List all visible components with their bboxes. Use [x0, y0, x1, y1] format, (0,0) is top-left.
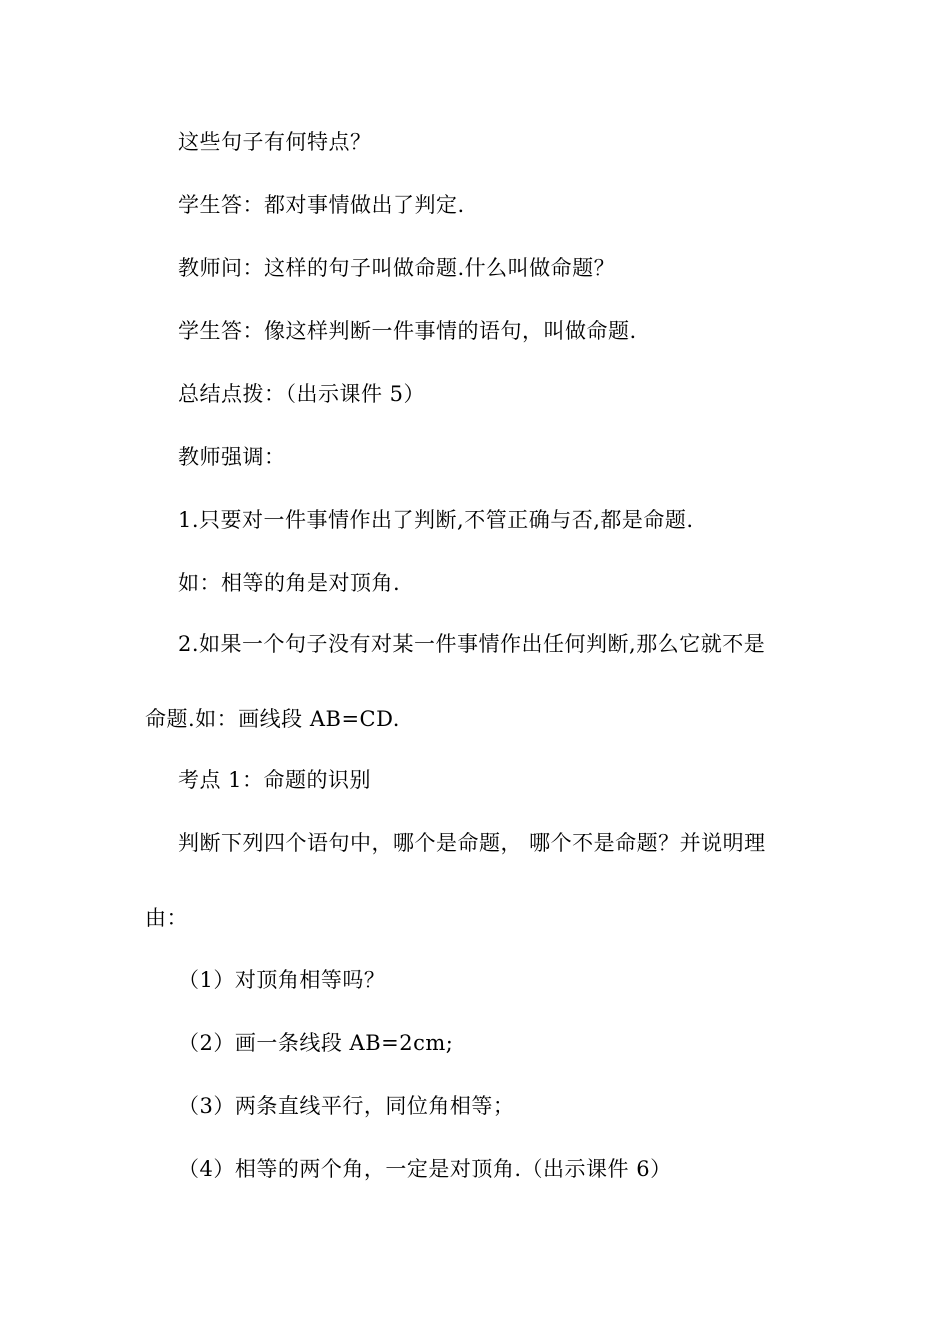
paragraph-point-1: 1.只要对一件事情作出了判断,不管正确与否,都是命题. [178, 508, 694, 532]
paragraph-point-2: 2.如果一个句子没有对某一件事情作出任何判断,那么它就不是 [178, 632, 766, 656]
paragraph-student-answer-1: 学生答：都对事情做出了判定. [178, 193, 465, 217]
paragraph-teacher-question: 教师问：这样的句子叫做命题.什么叫做命题？ [178, 256, 616, 280]
paragraph-teacher-emphasis: 教师强调： [178, 445, 286, 469]
paragraph-question-features: 这些句子有何特点？ [178, 130, 372, 154]
paragraph-student-answer-2: 学生答：像这样判断一件事情的语句，叫做命题. [178, 319, 637, 343]
list-item-3: （3）两条直线平行，同位角相等； [178, 1094, 515, 1118]
paragraph-exercise-prompt: 判断下列四个语句中，哪个是命题， 哪个不是命题？并说明理 [178, 831, 766, 855]
paragraph-point-2-continued: 命题.如：画线段 AB=CD. [145, 707, 400, 731]
paragraph-example-1: 如：相等的角是对顶角. [178, 571, 401, 595]
paragraph-exam-point-heading: 考点 1：命题的识别 [178, 768, 372, 792]
paragraph-exercise-prompt-continued: 由： [145, 906, 188, 930]
list-item-2: （2）画一条线段 AB=2cm; [178, 1031, 454, 1055]
list-item-1: （1）对顶角相等吗？ [178, 968, 386, 992]
paragraph-summary: 总结点拨：（出示课件 5） [178, 382, 426, 406]
list-item-4: （4）相等的两个角，一定是对顶角.（出示课件 6） [178, 1157, 672, 1181]
